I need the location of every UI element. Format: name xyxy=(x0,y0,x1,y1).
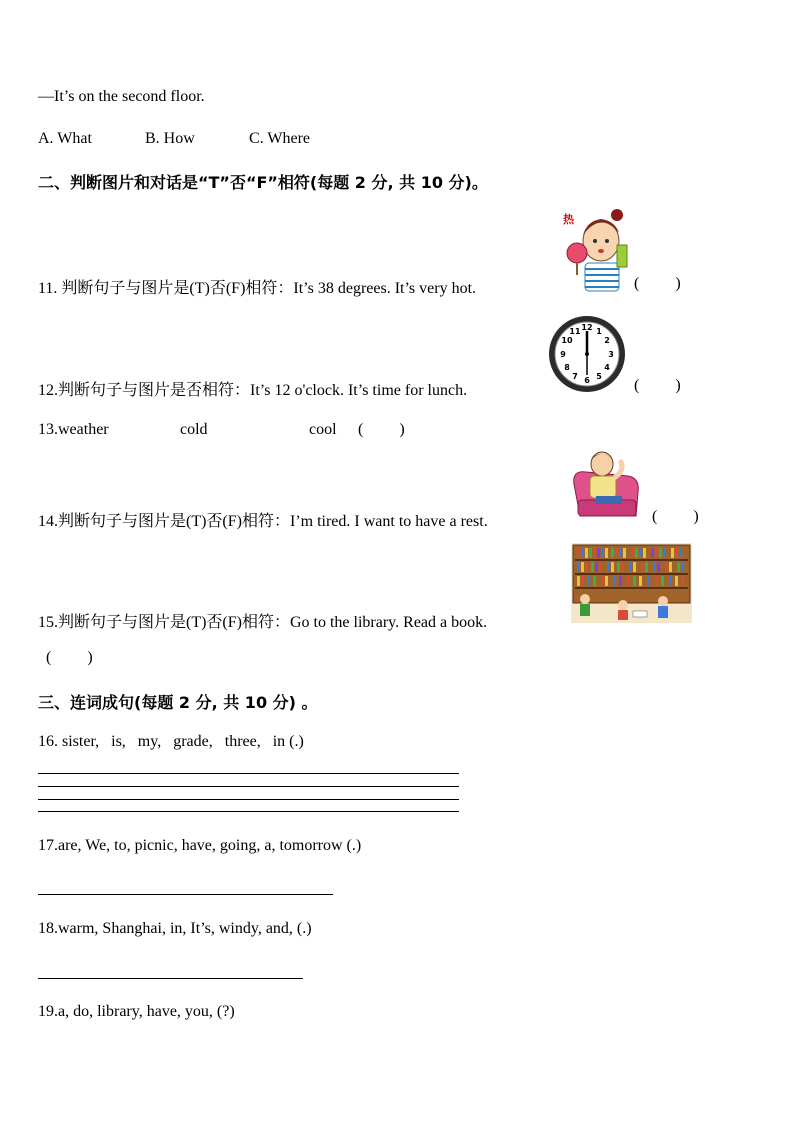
answer-line-16b xyxy=(38,786,459,787)
section3-title: 三、连词成句(每题 2 分, 共 10 分) 。 xyxy=(38,693,318,712)
section2-title: 二、判断图片和对话是“T”否“F”相符(每题 2 分, 共 10 分)。 xyxy=(38,173,488,192)
svg-text:9: 9 xyxy=(560,350,566,359)
option-c: C. Where xyxy=(249,130,311,147)
question-11: 11. 判断句子与图片是(T)否(F)相符：It’s 38 degrees. It’s very hot. xyxy=(38,280,477,297)
library-picture xyxy=(571,543,692,623)
option-a: A. What xyxy=(38,130,92,147)
question-19: 19.a, do, library, have, you, (?) xyxy=(38,1003,235,1020)
svg-text:12: 12 xyxy=(581,323,593,332)
question-13-word-1: 13.weather xyxy=(38,421,109,438)
question-16: 16. sister, is, my, grade, three, in (.) xyxy=(38,733,304,750)
clock-picture xyxy=(546,313,628,395)
answer-blank-13[interactable]: ( ) xyxy=(358,421,405,438)
question-17: 17.are, We, to, picnic, have, going, a, tomorrow (.) xyxy=(38,837,362,854)
hot-girl-picture xyxy=(555,205,635,293)
svg-text:8: 8 xyxy=(564,363,570,372)
answer-line-16d xyxy=(38,811,459,812)
answer-blank-12[interactable]: ( ) xyxy=(634,377,681,394)
tired-boy-picture xyxy=(568,450,644,522)
svg-text:10: 10 xyxy=(561,336,573,345)
svg-text:5: 5 xyxy=(596,372,602,381)
answer-blank-14[interactable]: ( ) xyxy=(652,508,699,525)
answer-line-16a[interactable] xyxy=(38,773,459,774)
answer-line-16c xyxy=(38,799,459,800)
svg-text:11: 11 xyxy=(569,327,581,336)
answer-line-18[interactable] xyxy=(38,978,303,979)
option-b: B. How xyxy=(145,130,195,147)
question-14: 14.判断句子与图片是(T)否(F)相符：I’m tired. I want to have a rest. xyxy=(38,513,488,530)
answer-line: —It’s on the second floor. xyxy=(38,88,205,105)
svg-text:1: 1 xyxy=(596,327,602,336)
question-13-word-2: cold xyxy=(180,421,208,438)
answer-line-17[interactable] xyxy=(38,894,333,895)
answer-blank-15[interactable]: ( ) xyxy=(46,649,93,666)
question-12: 12.判断句子与图片是否相符：It’s 12 o'clock. It’s time for lunch. xyxy=(38,382,468,399)
question-15: 15.判断句子与图片是(T)否(F)相符：Go to the library. Read a book. xyxy=(38,614,488,631)
svg-text:7: 7 xyxy=(572,372,578,381)
answer-blank-11[interactable]: ( ) xyxy=(634,275,681,292)
svg-text:3: 3 xyxy=(608,350,614,359)
hot-label: 热 xyxy=(563,213,574,226)
svg-text:2: 2 xyxy=(604,336,610,345)
question-13-word-3: cool xyxy=(309,421,337,438)
svg-text:6: 6 xyxy=(584,376,590,385)
svg-text:4: 4 xyxy=(604,363,610,372)
question-18: 18.warm, Shanghai, in, It’s, windy, and, (.) xyxy=(38,920,312,937)
